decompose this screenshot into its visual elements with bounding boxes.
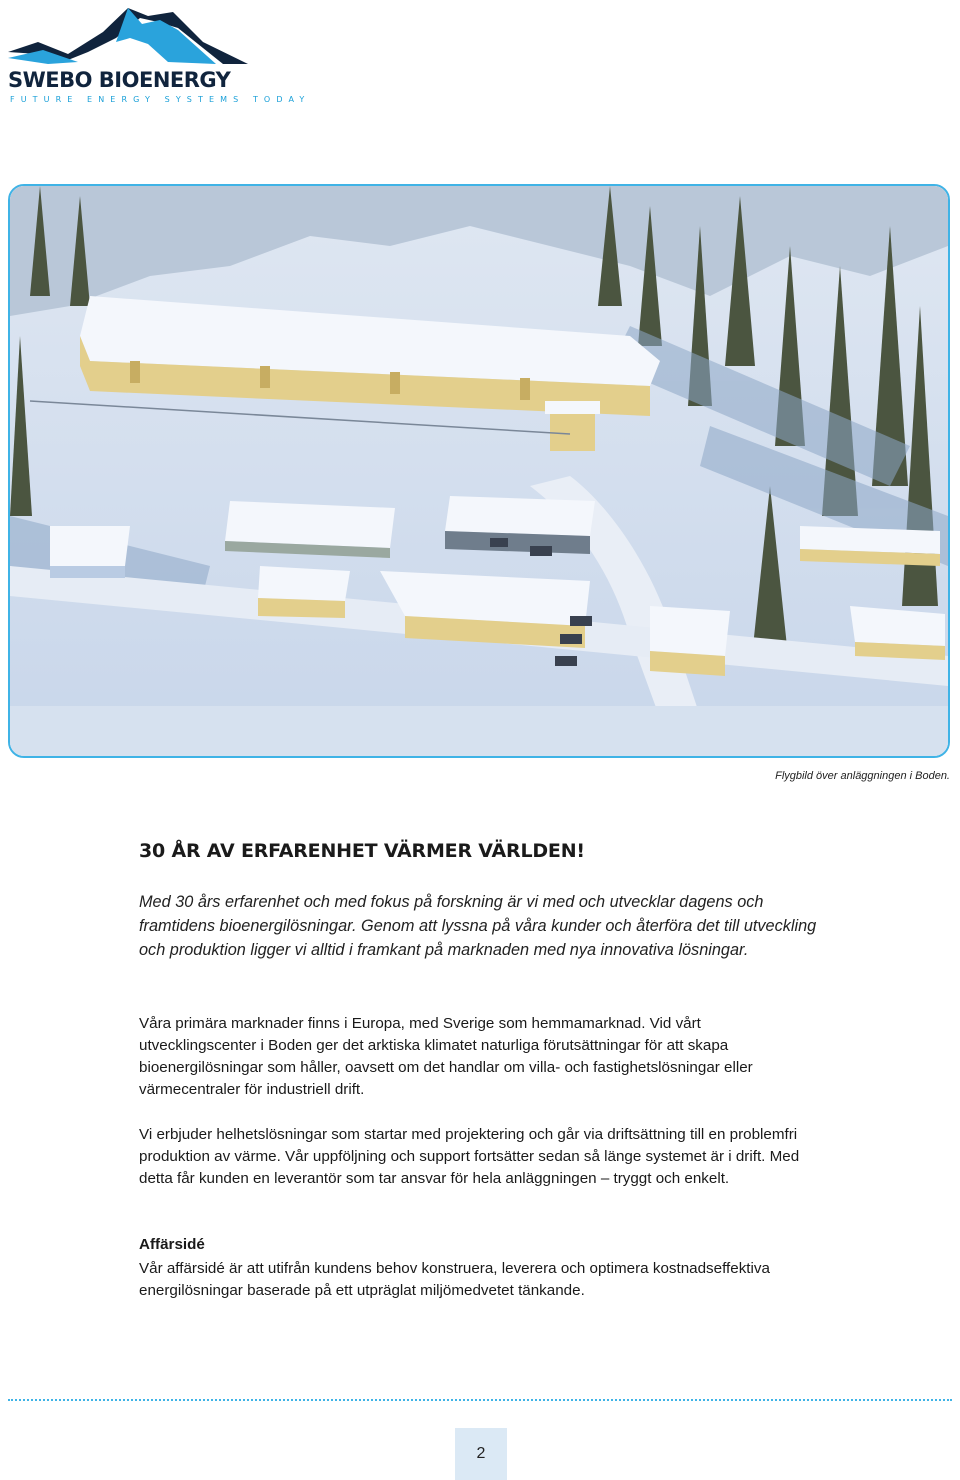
aerial-photo (8, 184, 950, 758)
page-number-label: 2 (476, 1445, 486, 1462)
logo-tagline: FUTURE ENERGY SYSTEMS TODAY (10, 95, 311, 104)
markets-paragraph: Våra primära marknader finns i Europa, med Sverige som hemmamarknad. Vid vårt utvecklingscenter i Boden ger det arktiska klimatet naturliga förutsättningar för att skapa bioenergilösningar som håller, oavsett om det handlar om villa- och fastighetslösningar eller värmecentraler för industriell drift. (139, 1015, 753, 1098)
photo-caption: Flygbild över anläggningen i Boden. (775, 770, 950, 782)
footer-divider (8, 1399, 952, 1401)
business-idea-paragraph: Vår affärsidé är att utifrån kundens behov konstruera, leverera och optimera kostnadseffektiva energilösningar baserade på ett utpräglat miljömedvetet tänkande. (139, 1260, 770, 1299)
page-title: 30 ÅR AV ERFARENHET VÄRMER VÄRLDEN! (139, 840, 585, 862)
logo-wordmark: SWEBO BIOENERGY (8, 68, 231, 92)
intro-paragraph: Med 30 års erfarenhet och med fokus på forskning är vi med och utvecklar dagens och framtidens bioenergilösningar. Genom att lyssna på våra kunder och återföra det till utveckling och produktion ligger vi alltid i framkant på marknaden med nya innovativa lösningar. (139, 893, 817, 959)
solutions-paragraph: Vi erbjuder helhetslösningar som startar med projektering och går via driftsättning till en problemfri produktion av värme. Vår uppföljning och support fortsätter sedan så länge systemet är i drift. Med detta får kunden en leverantör som tar ansvar för hela anläggningen – tryggt och enkelt. (139, 1126, 800, 1187)
page-number (455, 1428, 507, 1480)
mountain-logo-icon (8, 2, 248, 72)
business-idea-heading: Affärsidé (139, 1236, 205, 1253)
company-logo (8, 2, 311, 110)
snowy-facility-image (10, 186, 948, 756)
